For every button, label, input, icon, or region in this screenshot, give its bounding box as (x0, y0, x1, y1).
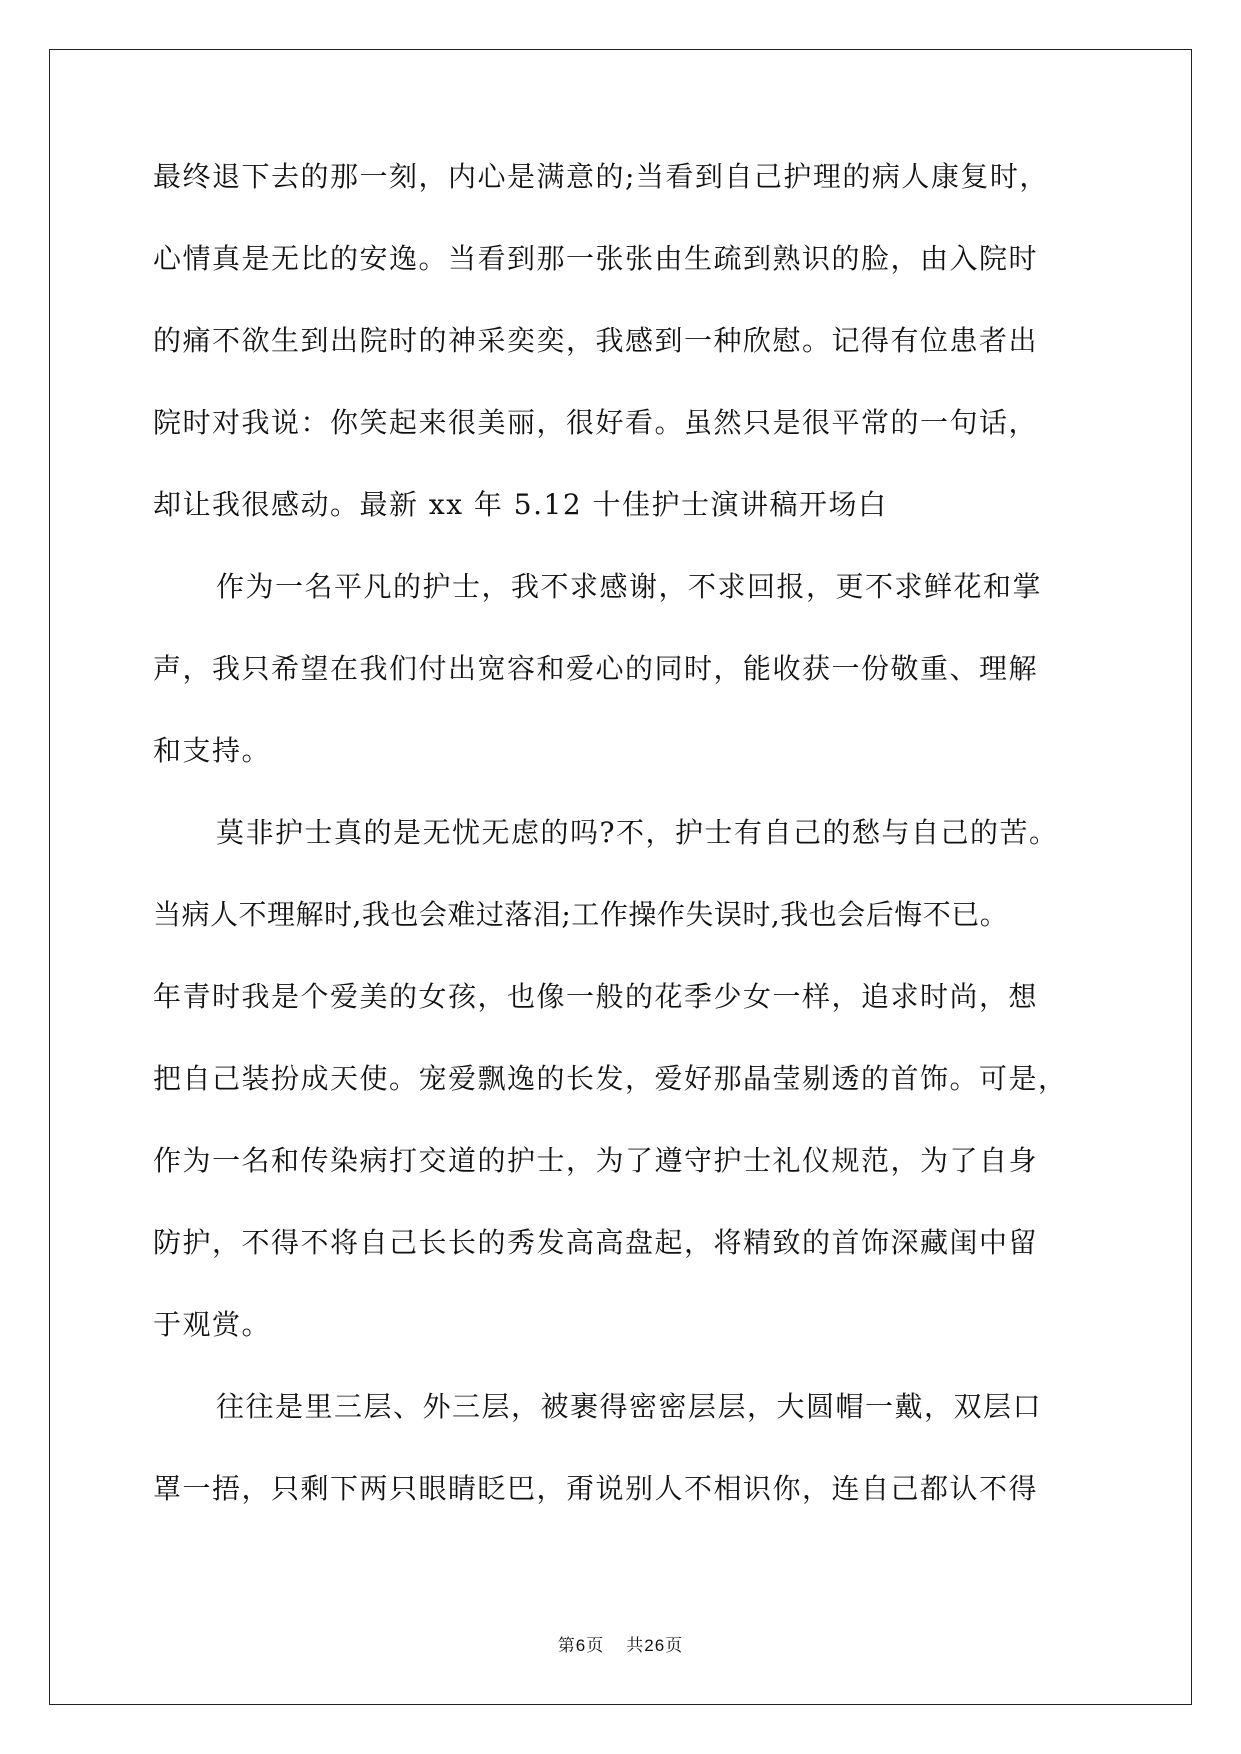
text-line: 防护，不得不将自己长长的秀发高高盘起，将精致的首饰深藏闺中留 (153, 1226, 1039, 1259)
text-line: 和支持。 (153, 734, 272, 767)
text-line: 院时对我说：你笑起来很美丽，很好看。虽然只是很平常的一句话， (153, 406, 1039, 439)
text-line: 的痛不欲生到出院时的神采奕奕，我感到一种欣慰。记得有位患者出 (153, 324, 1039, 357)
text-line: 作为一名和传染病打交道的护士，为了遵守护士礼仪规范，为了自身 (153, 1144, 1039, 1177)
document-body (153, 160, 1088, 1557)
text-line: 却让我很感动。最新 xx 年 5.12 十佳护士演讲稿开场白 (153, 488, 888, 521)
paragraph-first-line: 往往是里三层、外三层，被裹得密密层层，大圆帽一戴，双层口 (216, 1390, 1043, 1423)
text-line: 年青时我是个爱美的女孩，也像一般的花季少女一样，追求时尚，想 (153, 980, 1039, 1013)
total-suffix: 页 (665, 1636, 684, 1656)
total-pages: 26 (644, 1636, 666, 1655)
text-line: 罩一捂，只剩下两只眼睛眨巴，甭说别人不相识你，连自己都认不得 (153, 1472, 1039, 1505)
text-line: 当病人不理解时,我也会难过落泪;工作操作失误时,我也会后悔不已。 (153, 898, 1009, 931)
page-prefix: 第 (557, 1636, 576, 1656)
page-footer (0, 1631, 1241, 1656)
paragraph-first-line: 莫非护士真的是无忧无虑的吗?不，护士有自己的愁与自己的苦。 (216, 816, 1059, 849)
total-prefix: 共 (626, 1636, 645, 1656)
text-line: 声，我只希望在我们付出宽容和爱心的同时，能收获一份敬重、理解 (153, 652, 1039, 685)
text-line: 最终退下去的那一刻，内心是满意的;当看到自己护理的病人康复时， (153, 160, 1049, 193)
paragraph-first-line: 作为一名平凡的护士，我不求感谢，不求回报，更不求鲜花和掌 (216, 570, 1043, 603)
text-line: 把自己装扮成天使。宠爱飘逸的长发，爱好那晶莹剔透的首饰。可是， (153, 1062, 1068, 1095)
page-number: 6 (575, 1636, 587, 1655)
page-suffix: 页 (586, 1636, 605, 1656)
text-line: 心情真是无比的安逸。当看到那一张张由生疏到熟识的脸，由入院时 (153, 242, 1039, 275)
text-line: 于观赏。 (153, 1308, 272, 1341)
